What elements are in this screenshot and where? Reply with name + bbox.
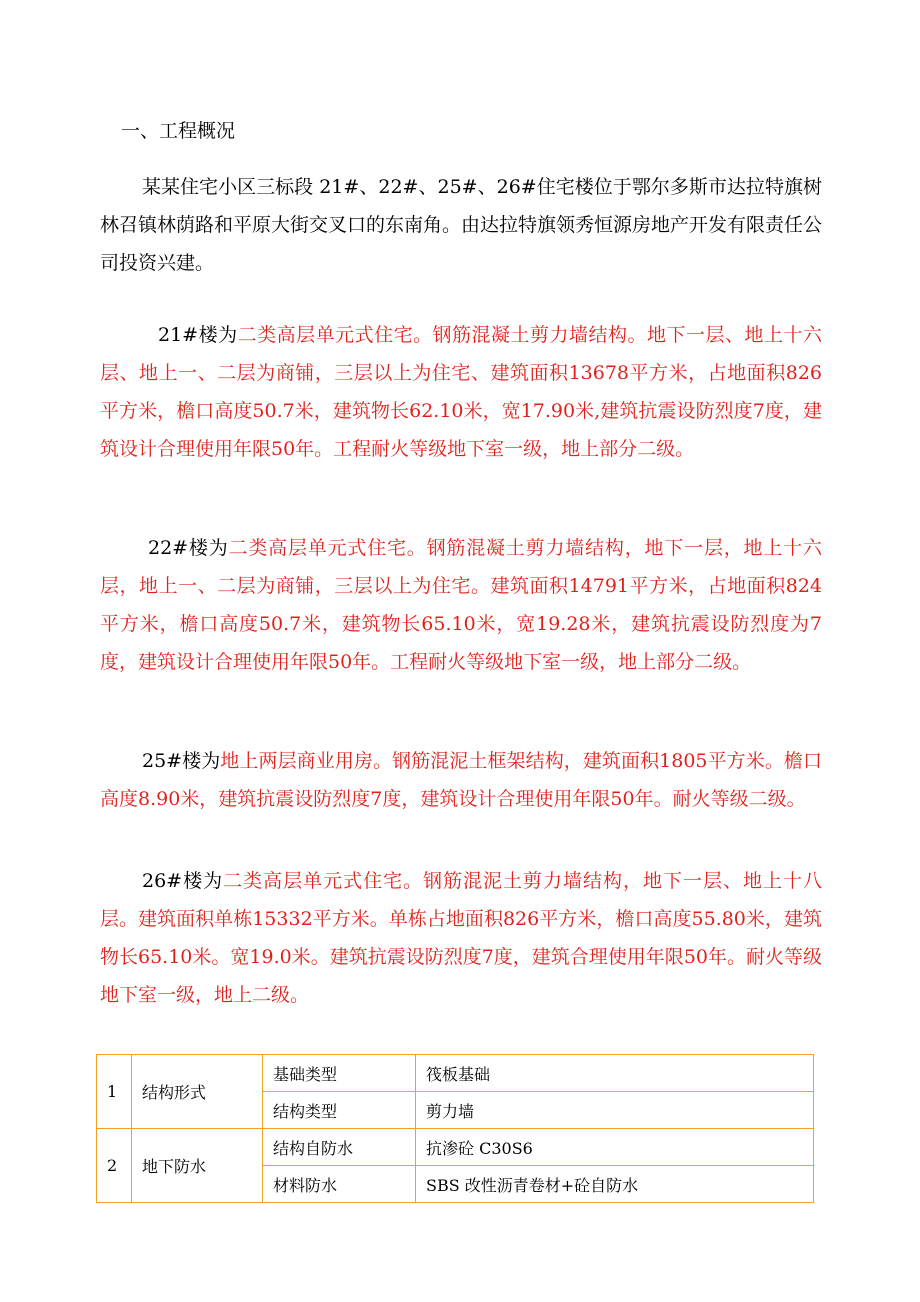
- item-type: 结构自防水: [263, 1129, 416, 1166]
- item-value: 筏板基础: [416, 1055, 814, 1092]
- row-category: 地下防水: [132, 1129, 263, 1203]
- building-21-label: 21#楼为: [158, 324, 238, 346]
- table-row: [97, 1129, 814, 1166]
- building-21-paragraph: [100, 316, 822, 468]
- item-value: SBS 改性沥青卷材+砼自防水: [416, 1166, 814, 1203]
- intro-paragraph: 某某住宅小区三标段 21#、22#、25#、26#住宅楼位于鄂尔多斯市达拉特旗树林召镇林荫路和平原大街交叉口的东南角。由达拉特旗领秀恒源房地产开发有限责任公司投资兴建。: [100, 176, 823, 274]
- row-number: 1: [97, 1055, 132, 1129]
- building-26-description: 二类高层单元式住宅。钢筋混泥土剪力墙结构，地下一层、地上十八层。建筑面积单栋15332平方米。单栋占地面积826平方米，檐口高度55.80米，建筑物长65.10米。宽19.0米。建筑抗震设防烈度7度，建筑合理使用年限50年。耐火等级地下室一级，地上二级。: [100, 870, 822, 1006]
- row-number: 2: [97, 1129, 132, 1203]
- building-26-label: 26#楼为: [142, 870, 224, 892]
- table-row: [97, 1055, 814, 1092]
- item-type: 基础类型: [263, 1055, 416, 1092]
- row-category: 结构形式: [132, 1055, 263, 1129]
- building-22-paragraph: [100, 529, 822, 681]
- item-type: 材料防水: [263, 1166, 416, 1203]
- building-21-description: 二类高层单元式住宅。钢筋混凝土剪力墙结构。地下一层、地上十六层、地上一、二层为商铺，三层以上为住宅、建筑面积13678平方米，占地面积826平方米，檐口高度50.7米，建筑物长62.10米，宽17.90米,建筑抗震设防烈度7度，建筑设计合理使用年限50年。工程耐火等级地下室一级，地上部分二级。: [100, 324, 822, 460]
- building-25-paragraph: [100, 742, 822, 818]
- building-26-paragraph: [100, 862, 822, 1014]
- building-25-description: 地上两层商业用房。钢筋混泥土框架结构，建筑面积1805平方米。檐口高度8.90米，建筑抗震设防烈度7度，建筑设计合理使用年限50年。耐火等级二级。: [100, 750, 822, 810]
- item-type: 结构类型: [263, 1092, 416, 1129]
- item-value: 抗渗砼 C30S6: [416, 1129, 814, 1166]
- item-value: 剪力墙: [416, 1092, 814, 1129]
- building-25-label: 25#楼为: [142, 750, 221, 772]
- building-22-description: 二类高层单元式住宅。钢筋混凝土剪力墙结构，地下一层，地上十六层，地上一、二层为商铺，三层以上为住宅。建筑面积14791平方米，占地面积824平方米，檐口高度50.7米，建筑物长65.10米，宽19.28米，建筑抗震设防烈度为7度，建筑设计合理使用年限50年。工程耐火等级地下室一级，地上部分二级。: [100, 537, 822, 673]
- spec-table: [96, 1054, 814, 1203]
- building-22-label: 22#楼为: [148, 537, 229, 559]
- section-heading: 一、工程概况: [121, 120, 236, 142]
